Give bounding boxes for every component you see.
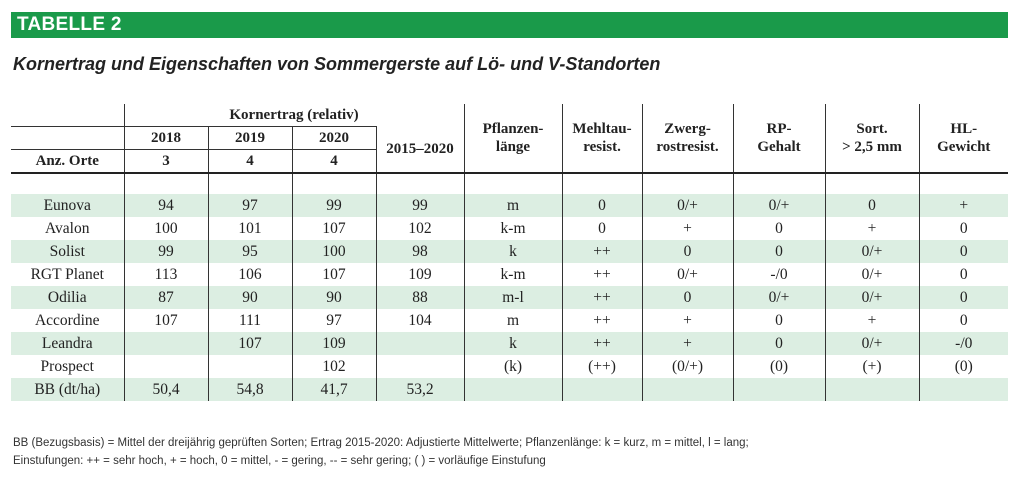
table-cell: 53,2 (376, 378, 464, 401)
table-cell: 0 (733, 309, 825, 332)
header-year: 2018 (124, 127, 208, 150)
table-cell: 107 (124, 309, 208, 332)
table-cell: m-l (464, 286, 562, 309)
table-cell: 0/+ (642, 263, 733, 286)
table-cell: ++ (562, 332, 642, 355)
header-orte-count: 3 (124, 150, 208, 174)
table-cell: 87 (124, 286, 208, 309)
table-cell (464, 378, 562, 401)
table-cell (825, 378, 919, 401)
header-mehltau: Mehltau- resist. (562, 104, 642, 173)
table-cell: (k) (464, 355, 562, 378)
table-cell: (0) (954, 357, 973, 375)
footnote-legend: BB (Bezugsbasis) = Mittel der dreijährig geprüften Sorten; Ertrag 2015-2020: Adjustierte Mittelwerte; Pflanzenlänge: k = kurz, m = mittel, l = lang; (13, 437, 749, 449)
table-cell: + (642, 217, 733, 240)
header-year: 2020 (292, 127, 376, 150)
header-orte-count: 4 (208, 150, 292, 174)
table-cell: 0 (733, 332, 825, 355)
table-cell: m (464, 309, 562, 332)
table-cell: 0/+ (825, 286, 919, 309)
spacer-row (11, 173, 1008, 194)
table-cell: 101 (208, 217, 292, 240)
table-cell: ++ (562, 309, 642, 332)
table-cell: 0 (825, 194, 919, 217)
header-orte-count: 4 (292, 150, 376, 174)
variety-name: Accordine (11, 309, 124, 332)
variety-name: Leandra (11, 332, 124, 355)
table-cell: 90 (208, 286, 292, 309)
table-cell: -/0 (919, 332, 1008, 355)
header-anz-orte: Anz. Orte (11, 150, 124, 174)
table-cell: 107 (292, 263, 376, 286)
table-cell: 113 (124, 263, 208, 286)
header-rp-gehalt: RP- Gehalt (733, 104, 825, 173)
table-cell: (0/+) (642, 355, 733, 378)
table-cell: ++ (562, 286, 642, 309)
table-cell: 54,8 (208, 378, 292, 401)
table-cell (124, 332, 208, 355)
table-cell: 97 (208, 194, 292, 217)
table-banner (11, 12, 1008, 38)
table-cell: (0) (733, 355, 825, 378)
table-row (11, 217, 1008, 240)
table-cell (208, 355, 292, 378)
table-cell: k (464, 332, 562, 355)
variety-name: Prospect (11, 355, 124, 378)
table-cell (562, 378, 642, 401)
table-cell: 0/+ (825, 240, 919, 263)
table-cell: -/0 (733, 263, 825, 286)
table-cell (124, 355, 208, 378)
table-row (11, 332, 1008, 355)
table-cell: 0/+ (825, 263, 919, 286)
table-cell: 104 (376, 309, 464, 332)
footnote-ratings: Einstufungen: ++ = sehr hoch, + = hoch, 0 = mittel, - = gering, -- = sehr gering; ( ) = vorläufige Einstufung (13, 455, 546, 467)
table-row (11, 286, 1008, 309)
header-year: 2019 (208, 127, 292, 150)
table-cell: k (464, 240, 562, 263)
table-cell: + (825, 217, 919, 240)
table-cell: m (464, 194, 562, 217)
table-cell: 0 (562, 217, 642, 240)
table-cell: 0 (959, 265, 968, 283)
table-cell: 98 (376, 240, 464, 263)
table-cell: 106 (208, 263, 292, 286)
table-row (11, 240, 1008, 263)
table-cell: + (642, 332, 733, 355)
table-cell: 0 (919, 240, 1008, 263)
table-cell: 95 (208, 240, 292, 263)
table-cell: 97 (292, 309, 376, 332)
header-pflanzenlaenge: Pflanzen- länge (464, 104, 562, 173)
table-cell (733, 378, 825, 401)
variety-name: Odilia (11, 286, 124, 309)
table-cell: 102 (376, 217, 464, 240)
table-cell: 0 (562, 194, 642, 217)
table-title: Kornertrag und Eigenschaften von Sommergerste auf Lö- und V-Standorten (13, 54, 661, 74)
table-row (11, 378, 1008, 401)
header-period: 2015–2020 (376, 127, 464, 174)
table-cell: ++ (562, 263, 642, 286)
table-cell: 0/+ (733, 194, 825, 217)
table-cell: + (642, 309, 733, 332)
table-row (11, 355, 1008, 378)
table-cell: 100 (124, 217, 208, 240)
table-row (11, 194, 1008, 217)
header-row (11, 104, 1008, 127)
table-cell: 99 (124, 240, 208, 263)
variety-name: Avalon (11, 217, 124, 240)
table-cell: 100 (292, 240, 376, 263)
table-cell: 0 (919, 286, 1008, 309)
table-cell: 50,4 (124, 378, 208, 401)
table-cell (642, 378, 733, 401)
variety-name: Solist (11, 240, 124, 263)
table-cell: 0 (642, 240, 733, 263)
table-cell: (++) (562, 355, 642, 378)
variety-name: BB (dt/ha) (11, 378, 124, 401)
table-cell: ++ (562, 240, 642, 263)
header-zwergrost: Zwerg- rostresist. (642, 104, 733, 173)
table-cell (376, 355, 464, 378)
banner-label: TABELLE 2 (17, 14, 122, 35)
data-table (11, 104, 1008, 401)
table-cell: 107 (292, 217, 376, 240)
table-row (11, 263, 1008, 286)
table-cell: 111 (208, 309, 292, 332)
header-hl-gewicht: HL- Gewicht (937, 121, 991, 155)
variety-name: RGT Planet (11, 263, 124, 286)
table-cell: 41,7 (292, 378, 376, 401)
table-cell: 109 (292, 332, 376, 355)
table-cell: 0/+ (642, 194, 733, 217)
table-cell: 109 (376, 263, 464, 286)
variety-name: Eunova (11, 194, 124, 217)
table-cell: 107 (208, 332, 292, 355)
table-row (11, 309, 1008, 332)
header-sortierung: Sort. > 2,5 mm (825, 104, 919, 173)
table-cell (919, 378, 1008, 401)
table-cell: 99 (292, 194, 376, 217)
table-cell: k-m (464, 263, 562, 286)
table-cell: 0/+ (825, 332, 919, 355)
table-cell: + (825, 309, 919, 332)
table-cell: 0/+ (733, 286, 825, 309)
table-cell: 88 (376, 286, 464, 309)
table-cell: 99 (376, 194, 464, 217)
table-cell: k-m (464, 217, 562, 240)
table-cell: 0 (959, 219, 968, 237)
table-cell: 0 (733, 240, 825, 263)
table-cell: 0 (959, 311, 968, 329)
table-cell: 0 (733, 217, 825, 240)
header-kornertrag: Kornertrag (relativ) (124, 104, 464, 127)
table-cell: 94 (124, 194, 208, 217)
table-cell: 0 (642, 286, 733, 309)
table-cell: + (919, 194, 1008, 217)
table-cell: 90 (292, 286, 376, 309)
table-cell (376, 332, 464, 355)
table-cell: 102 (292, 355, 376, 378)
table-cell: (+) (825, 355, 919, 378)
